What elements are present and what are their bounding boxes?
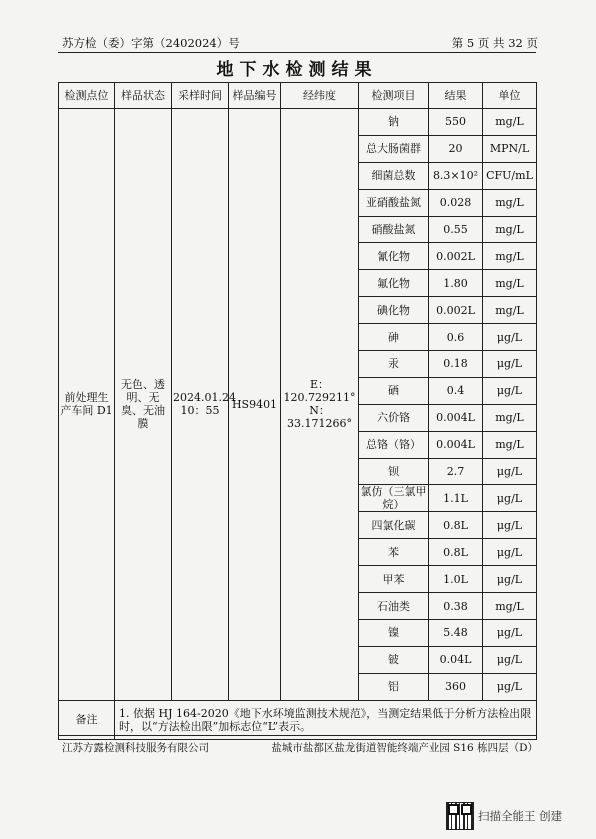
qr-code-icon (446, 802, 474, 830)
test-item: 氯仿（三氯甲烷） (360, 485, 427, 512)
test-item: 总铬（铬） (359, 431, 429, 458)
test-result: 0.002L (429, 243, 483, 270)
test-unit: mg/L (483, 243, 537, 270)
test-item: 镍 (359, 620, 429, 647)
test-unit: mg/L (483, 297, 537, 324)
column-header: 样品编号 (229, 83, 281, 109)
column-header: 检测项目 (359, 83, 429, 109)
test-item: 硝酸盐氮 (359, 216, 429, 243)
test-item: 甲苯 (359, 566, 429, 593)
test-unit: mg/L (483, 431, 537, 458)
test-unit: CFU/mL (483, 162, 537, 189)
test-result: 0.8L (429, 512, 483, 539)
table-row (59, 109, 537, 136)
test-item: 氰化物 (359, 243, 429, 270)
test-result: 0.028 (429, 189, 483, 216)
test-unit: MPN/L (483, 135, 537, 162)
test-item: 苯 (359, 539, 429, 566)
test-unit: μg/L (483, 620, 537, 647)
test-item: 钠 (359, 109, 429, 136)
test-unit: mg/L (483, 593, 537, 620)
test-result: 2.7 (429, 458, 483, 485)
sample-id: HS9401 (229, 109, 281, 701)
test-item: 总大肠菌群 (359, 135, 429, 162)
test-result: 0.38 (429, 593, 483, 620)
sample-state: 无色、透明、无臭、无油膜 (115, 109, 172, 701)
test-result: 0.18 (429, 351, 483, 378)
test-result: 360 (429, 673, 483, 700)
test-result: 0.004L (429, 404, 483, 431)
column-header: 结果 (429, 83, 483, 109)
sample-point: 前处理生产车间 D1 (59, 109, 115, 701)
results-table (58, 82, 537, 740)
test-unit: μg/L (483, 458, 537, 485)
sample-coords: E：120.729211° N：33.171266° (281, 109, 359, 701)
test-result: 0.002L (429, 297, 483, 324)
test-item: 四氯化碳 (359, 512, 429, 539)
test-unit: μg/L (483, 539, 537, 566)
test-result: 1.1L (429, 485, 483, 512)
test-result: 550 (429, 109, 483, 136)
note-text: 1. 依据 HJ 164-2020《地下水环境监测技术规范》，当测定结果低于分析方法检出限时，以“方法检出限”加标志位“L”表示。 (115, 700, 537, 739)
footer-address: 盐城市盐都区盐龙街道智能终端产业园 S16 栋四层（D） (271, 742, 538, 754)
test-item: 砷 (359, 324, 429, 351)
test-item: 汞 (359, 351, 429, 378)
test-unit: mg/L (483, 270, 537, 297)
test-unit: μg/L (483, 646, 537, 673)
test-item: 碘化物 (359, 297, 429, 324)
test-result: 0.55 (429, 216, 483, 243)
document-number: 苏方检（委）字第（2402024）号 (62, 36, 240, 50)
test-result: 0.04L (429, 646, 483, 673)
test-unit: μg/L (483, 673, 537, 700)
test-result: 0.6 (429, 324, 483, 351)
test-result: 1.80 (429, 270, 483, 297)
column-header: 检测点位 (59, 83, 115, 109)
test-item: 石油类 (359, 593, 429, 620)
test-item: 六价铬 (359, 404, 429, 431)
test-item: 铝 (359, 673, 429, 700)
test-unit: mg/L (483, 404, 537, 431)
sample-time: 2024.01.24 10：55 (172, 109, 229, 701)
test-item: 铍 (359, 646, 429, 673)
note-row (59, 700, 537, 739)
test-unit: μg/L (483, 485, 537, 512)
test-unit: mg/L (483, 189, 537, 216)
page-title: 地下水检测结果 (216, 60, 378, 80)
footer-company: 江苏方露检测科技服务有限公司 (62, 742, 209, 754)
test-item: 氟化物 (359, 270, 429, 297)
test-result: 8.3×10² (429, 162, 483, 189)
page-info: 第 5 页 共 32 页 (451, 36, 538, 50)
scanner-watermark: 扫描全能王 创建 (478, 809, 563, 823)
test-item: 硒 (359, 377, 429, 404)
test-result: 0.8L (429, 539, 483, 566)
test-item: 钡 (359, 458, 429, 485)
test-unit: mg/L (483, 216, 537, 243)
test-unit: μg/L (483, 351, 537, 378)
test-unit: mg/L (483, 109, 537, 136)
test-result: 1.0L (429, 566, 483, 593)
test-item: 细菌总数 (359, 162, 429, 189)
test-item: 亚硝酸盐氮 (359, 189, 429, 216)
test-unit: μg/L (483, 512, 537, 539)
footer-divider (58, 735, 536, 736)
test-unit: μg/L (483, 377, 537, 404)
column-header: 样品状态 (115, 83, 172, 109)
test-result: 0.4 (429, 377, 483, 404)
column-header: 采样时间 (172, 83, 229, 109)
column-header: 单位 (483, 83, 537, 109)
header-divider (58, 52, 536, 53)
table-header-row (59, 83, 537, 109)
test-result: 5.48 (429, 620, 483, 647)
test-unit: μg/L (483, 566, 537, 593)
test-result: 20 (429, 135, 483, 162)
column-header: 经纬度 (281, 83, 359, 109)
test-unit: μg/L (483, 324, 537, 351)
test-result: 0.004L (429, 431, 483, 458)
note-label: 备注 (59, 700, 115, 739)
